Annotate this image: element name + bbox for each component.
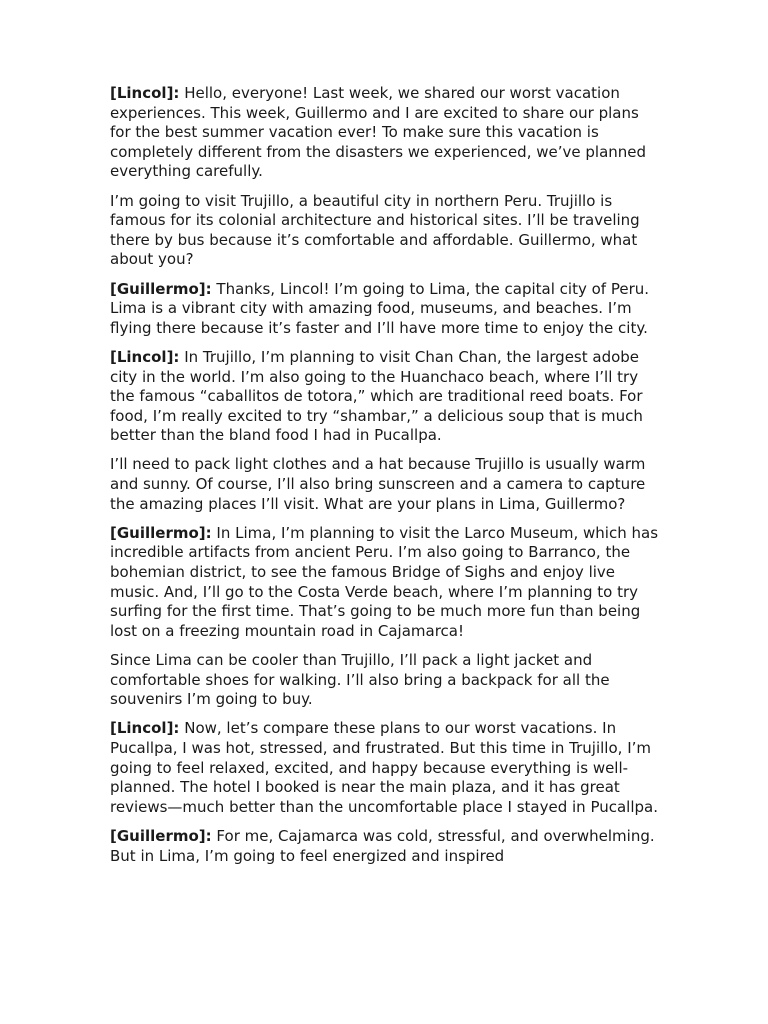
- paragraph-8: [110, 719, 662, 817]
- speaker-label: [Guillermo]:: [110, 279, 212, 298]
- paragraph-6: [110, 524, 662, 642]
- paragraph-4: [110, 348, 662, 446]
- paragraph-text: I’ll need to pack light clothes and a hat because Trujillo is usually warm and sunny. Of course, I’ll also bring sunscreen and a camera to capture the amazing places I’ll visit. What are your plans in Lima, Guillermo?: [110, 455, 646, 513]
- paragraph-text: In Trujillo, I’m planning to visit Chan Chan, the largest adobe city in the world. I’m also going to the Huanchaco beach, where I’ll try the famous “caballitos de totora,” which are traditional reed boats. For food, I’m really excited to try “shambar,” a delicious soup that is much better than the bland food I had in Pucallpa.: [110, 347, 643, 445]
- speaker-label: [Lincol]:: [110, 347, 180, 366]
- paragraph-1: [110, 84, 662, 182]
- paragraph-3: [110, 280, 662, 339]
- speaker-label: [Lincol]:: [110, 84, 180, 102]
- paragraph-text: Hello, everyone! Last week, we shared our worst vacation experiences. This week, Guillermo and I are excited to share our plans for the best summer vacation ever! To make sure this vacation is completely different from the disasters we experienced, we’ve planned everything carefully.: [110, 84, 647, 181]
- paragraph-2: [110, 192, 662, 270]
- paragraph-text: In Lima, I’m planning to visit the Larco Museum, which has incredible artifacts from ancient Peru. I’m also going to Barranco, the bohemian district, to see the famous Bridge of Sighs and enjoy live music. And, I’ll go to the Costa Verde beach, where I’m planning to try surfing for the first time. That’s going to be much more fun than being lost on a freezing mountain road in Cajamarca!: [110, 523, 659, 640]
- paragraph-text: Thanks, Lincol! I’m going to Lima, the capital city of Peru. Lima is a vibrant city with amazing food, museums, and beaches. I’m flying there because it’s faster and I’ll have more time to enjoy the city.: [110, 279, 650, 337]
- paragraph-text: For me, Cajamarca was cold, stressful, and overwhelming. But in Lima, I’m going to feel energized and inspired: [110, 826, 655, 865]
- paragraph-text: Now, let’s compare these plans to our worst vacations. In Pucallpa, I was hot, stressed, and frustrated. But this time in Trujillo, I’m going to feel relaxed, excited, and happy because everything is well-planned. The hotel I booked is near the main plaza, and it has great reviews—much better than the uncomfortable place I stayed in Pucallpa.: [110, 719, 658, 816]
- document-page: [110, 84, 662, 876]
- paragraph-text: I’m going to visit Trujillo, a beautiful city in northern Peru. Trujillo is famous for its colonial architecture and historical sites. I’ll be traveling there by bus because it’s comfortable and affordable. Guillermo, what about you?: [110, 191, 640, 269]
- paragraph-text: Since Lima can be cooler than Trujillo, I’ll pack a light jacket and comfortable shoes for walking. I’ll also bring a backpack for all the souvenirs I’m going to buy.: [110, 651, 610, 709]
- paragraph-7: [110, 651, 662, 710]
- speaker-label: [Lincol]:: [110, 719, 180, 738]
- speaker-label: [Guillermo]:: [110, 523, 212, 542]
- paragraph-5: [110, 455, 662, 514]
- speaker-label: [Guillermo]:: [110, 826, 212, 845]
- paragraph-9: [110, 827, 662, 866]
